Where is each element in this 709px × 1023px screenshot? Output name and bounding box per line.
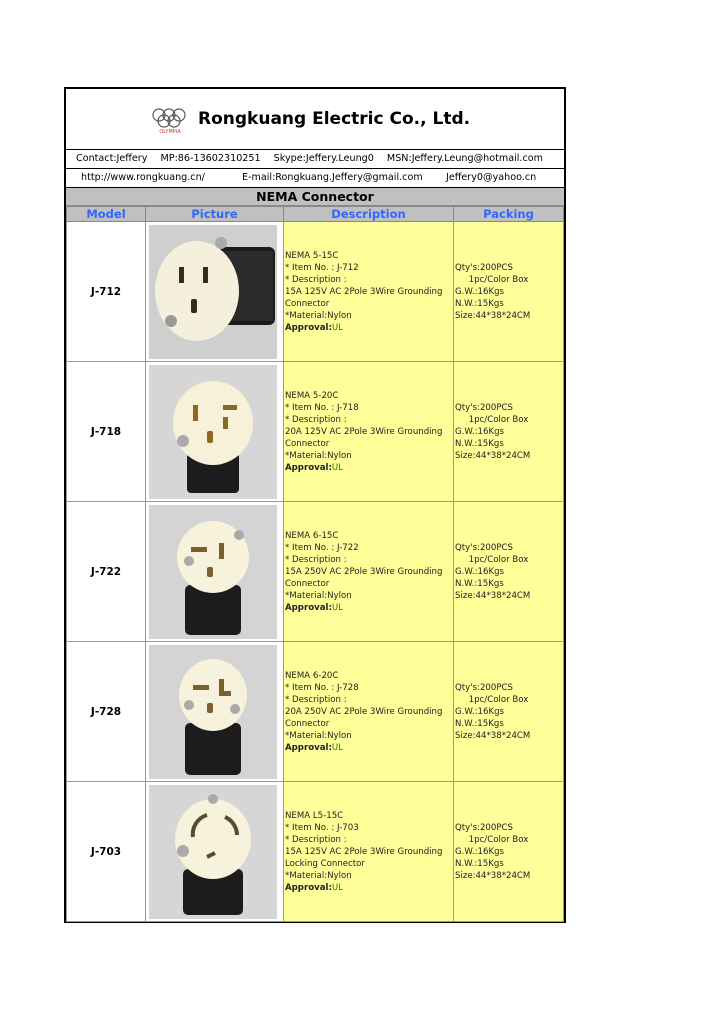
description-line: *Material:Nylon [285,450,352,461]
description-line: 15A 125V AC 2Pole 3Wire Grounding [285,286,443,297]
approval-label: Approval: [285,322,332,333]
description-line: NEMA 5-20C [285,390,339,401]
approval-value: UL [331,742,343,753]
description-line: NEMA L5-15C [285,810,344,821]
description-line: NEMA 6-20C [285,670,339,681]
product-row [67,642,564,782]
website-link[interactable]: http://www.rongkuang.cn/ [81,172,205,183]
packing-line: Size:44*38*24CM [455,870,531,881]
description-line: * Description : [285,554,347,565]
model-number: J-703 [90,845,122,858]
product-row [67,362,564,502]
picture-cell [146,362,284,502]
description-cell [284,502,454,642]
company-header [66,89,564,150]
description-line: NEMA 6-15C [285,530,339,541]
table-header-row [67,207,564,222]
connector-photo [149,785,277,919]
description-line: * Item No. : J-722 [285,542,359,553]
description-line: 20A 125V AC 2Pole 3Wire Grounding [285,426,443,437]
packing-line: N.W.:15Kgs [455,298,504,309]
packing-cell [454,502,564,642]
approval-label: Approval: [285,462,332,473]
description-line: * Item No. : J-712 [285,262,359,273]
description-line: * Item No. : J-728 [285,682,359,693]
description-line: NEMA 5-15C [285,250,339,261]
contact-msn: MSN:Jeffery.Leung@hotmail.com [386,153,543,164]
section-title: NEMA Connector [66,188,564,206]
description-line: 15A 250V AC 2Pole 3Wire Grounding [285,566,443,577]
svg-text:OLYMPIA: OLYMPIA [159,129,181,135]
product-table [66,206,564,922]
packing-line: N.W.:15Kgs [455,438,504,449]
approval-value: UL [331,882,343,893]
approval-value: UL [331,602,343,613]
contact-line [66,150,564,169]
description-line: 20A 250V AC 2Pole 3Wire Grounding [285,706,443,717]
approval-line [285,742,453,754]
packing-line: Qty's:200PCS [455,682,513,693]
description-line: Connector [285,298,330,309]
email-link[interactable]: E-mail:Rongkuang.Jeffery@gmail.com [242,172,423,183]
packing-line: 1pc/Color Box [455,834,529,845]
approval-value: UL [331,322,343,333]
description-line: * Item No. : J-703 [285,822,359,833]
product-row [67,502,564,642]
model-number: J-722 [90,565,122,578]
packing-line: Size:44*38*24CM [455,730,531,741]
packing-cell [454,362,564,502]
description-line: * Description : [285,274,347,285]
approval-label: Approval: [285,882,332,893]
packing-line: Qty's:200PCS [455,542,513,553]
approval-label: Approval: [285,602,332,613]
contact-person: Contact:Jeffery [76,153,148,164]
description-line: *Material:Nylon [285,870,352,881]
packing-line: G.W.:16Kgs [455,846,505,857]
model-cell [67,642,146,782]
picture-cell [146,222,284,362]
approval-line [285,462,453,474]
packing-line: Size:44*38*24CM [455,590,531,601]
packing-line: 1pc/Color Box [455,274,529,285]
packing-line: N.W.:15Kgs [455,578,504,589]
model-cell [67,502,146,642]
contact-skype: Skype:Jeffery.Leung0 [273,153,374,164]
packing-line: G.W.:16Kgs [455,566,505,577]
picture-cell [146,642,284,782]
contact-mobile: MP:86-13602310251 [160,153,261,164]
packing-line: N.W.:15Kgs [455,858,504,869]
packing-line: N.W.:15Kgs [455,718,504,729]
model-cell [67,222,146,362]
packing-line: Qty's:200PCS [455,262,513,273]
connector-photo [149,505,277,639]
col-header-description: Description [284,207,454,222]
packing-line: 1pc/Color Box [455,414,529,425]
description-line: * Item No. : J-718 [285,402,359,413]
description-cell [284,362,454,502]
company-name: Rongkuang Electric Co., Ltd. [198,109,471,129]
description-line: 15A 125V AC 2Pole 3Wire Grounding [285,846,443,857]
description-line: *Material:Nylon [285,310,352,321]
col-header-picture: Picture [146,207,284,222]
connector-photo [149,645,277,779]
description-line: Connector [285,438,330,449]
packing-line: G.W.:16Kgs [455,286,505,297]
approval-line [285,882,453,894]
col-header-packing: Packing [454,207,564,222]
approval-label: Approval: [285,742,332,753]
description-line: Locking Connector [285,858,365,869]
model-number: J-712 [90,285,122,298]
packing-line: Qty's:200PCS [455,822,513,833]
packing-cell [454,222,564,362]
description-line: * Description : [285,834,347,845]
approval-value: UL [331,462,343,473]
description-line: * Description : [285,414,347,425]
description-line: *Material:Nylon [285,590,352,601]
product-row [67,222,564,362]
picture-cell [146,782,284,922]
olympia-rings-logo [150,105,196,135]
packing-cell [454,782,564,922]
description-line: * Description : [285,694,347,705]
catalog-sheet [64,87,566,923]
packing-line: G.W.:16Kgs [455,426,505,437]
approval-line [285,322,453,334]
description-line: Connector [285,578,330,589]
connector-photo [149,225,277,359]
packing-line: Qty's:200PCS [455,402,513,413]
col-header-model: Model [67,207,146,222]
model-number: J-718 [90,425,122,438]
connector-photo [149,365,277,499]
description-line: *Material:Nylon [285,730,352,741]
description-cell [284,642,454,782]
packing-line: 1pc/Color Box [455,554,529,565]
packing-cell [454,642,564,782]
model-cell [67,362,146,502]
approval-line [285,602,453,614]
web-line [66,169,564,188]
packing-line: G.W.:16Kgs [455,706,505,717]
product-row [67,782,564,922]
packing-line: 1pc/Color Box [455,694,529,705]
model-number: J-728 [90,705,122,718]
model-cell [67,782,146,922]
packing-line: Size:44*38*24CM [455,310,531,321]
description-line: Connector [285,718,330,729]
description-cell [284,222,454,362]
yahoo-email[interactable]: Jeffery0@yahoo.cn [446,172,537,183]
packing-line: Size:44*38*24CM [455,450,531,461]
description-cell [284,782,454,922]
picture-cell [146,502,284,642]
